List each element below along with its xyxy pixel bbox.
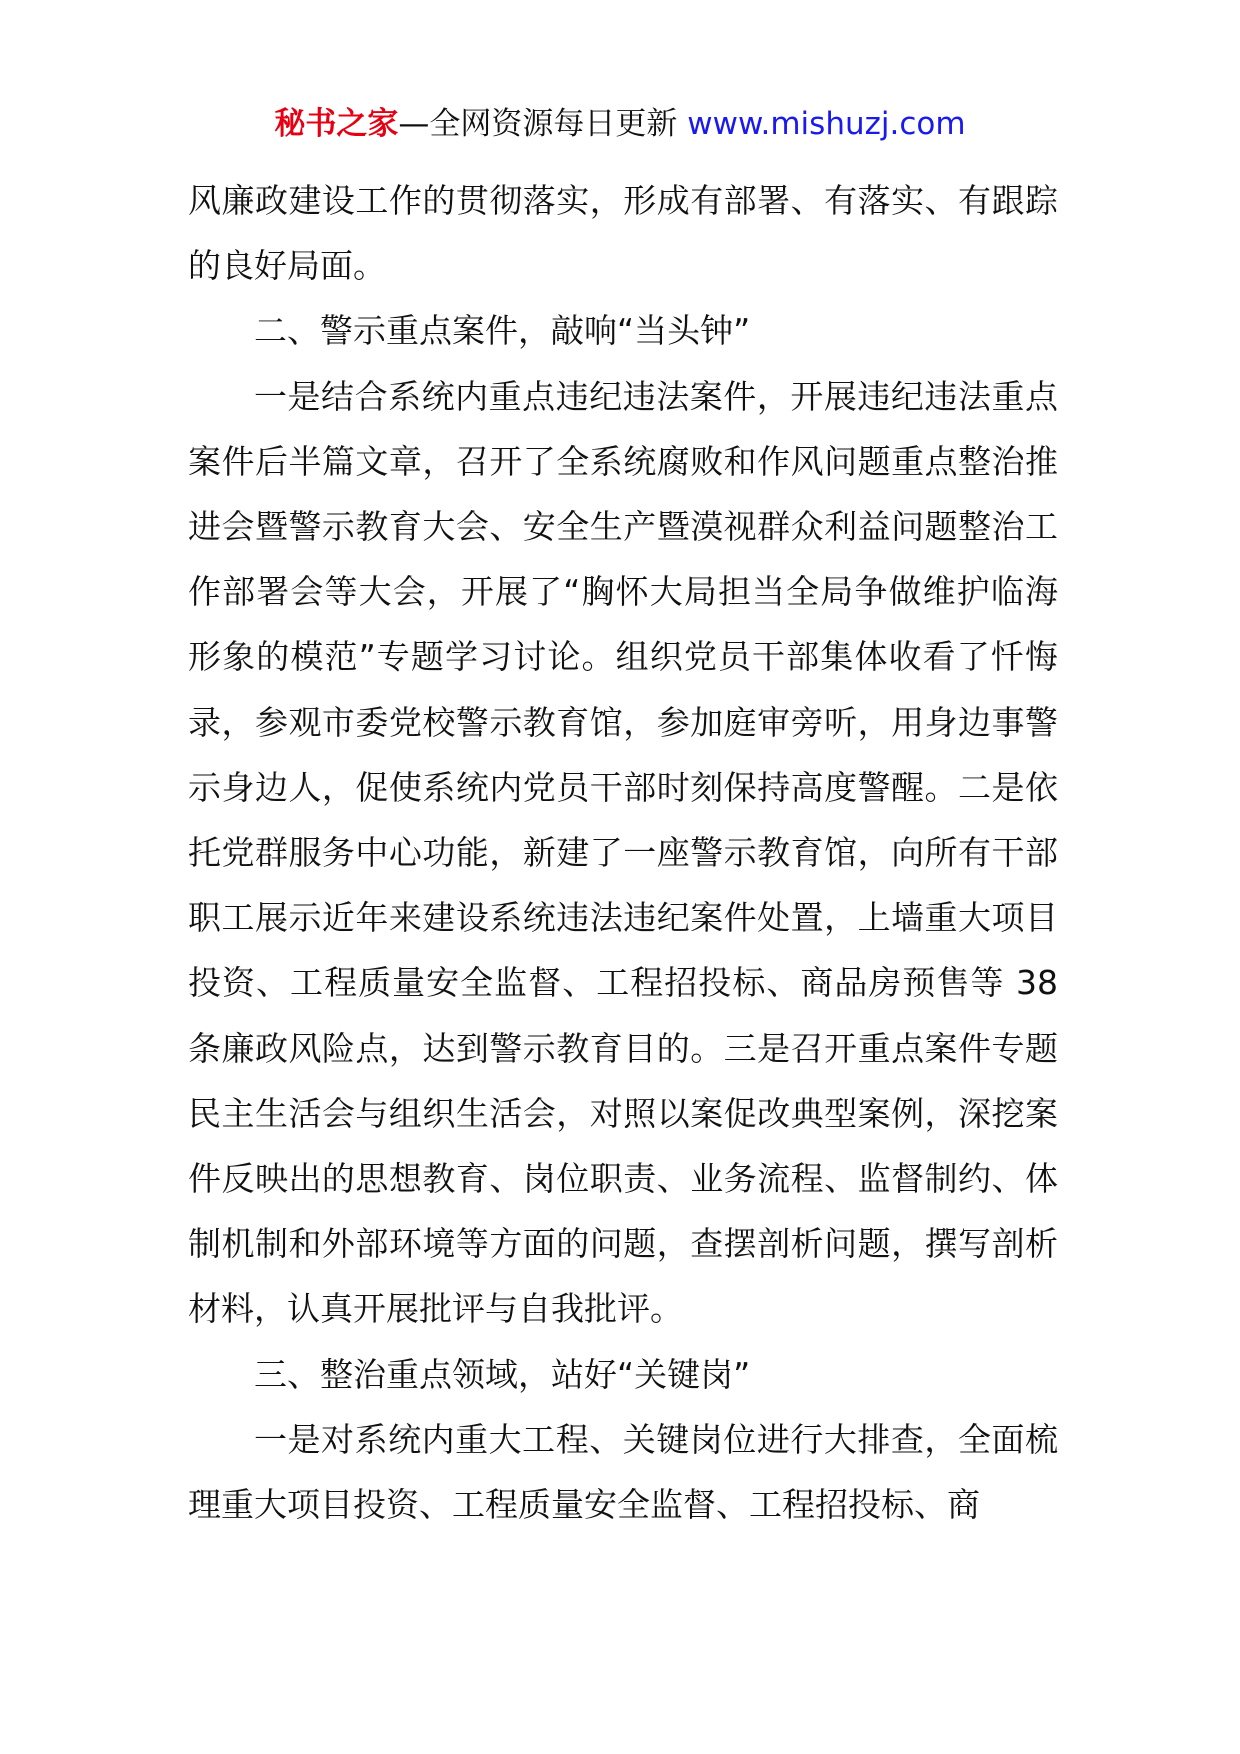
site-url[interactable]: www.mishuzj.com xyxy=(687,106,966,142)
brand-name: 秘书之家 xyxy=(274,106,399,142)
site-header xyxy=(0,104,1240,144)
paragraph-section-3: 一是对系统内重大工程、关键岗位进行大排查，全面梳理重大项目投资、工程质量安全监督、工程招投标、商 xyxy=(188,1419,1058,1525)
section-heading-2: 二、警示重点案件，敲响“当头钟” xyxy=(254,311,751,351)
document-body xyxy=(188,168,1058,1537)
paragraph-continued: 风廉政建设工作的贯彻落实，形成有部署、有落实、有跟踪的良好局面。 xyxy=(188,181,1058,286)
paragraph-section-2: 一是结合系统内重点违纪违法案件，开展违纪违法重点案件后半篇文章，召开了全系统腐败和作风问题重点整治推进会暨警示教育大会、安全生产暨漠视群众利益问题整治工作部署会等大会，开展了“胸怀大局担当全局争做维护临海形象的模范”专题学习讨论。组织党员干部集体收看了忏悔录，参观市委党校警示教育馆，参加庭审旁听，用身边事警示身边人，促使系统内党员干部时刻保持高度警醒。二是依托党群服务中心功能，新建了一座警示教育馆，向所有干部职工展示近年来建设系统违法违纪案件处置，上墙重大项目投资、工程质量安全监督、工程招投标、商品房预售等 38 条廉政风险点，达到警示教育目的。三是召开重点案件专题民主生活会与组织生活会，对照以案促改典型案例，深挖案件反映出的思想教育、岗位职责、业务流程、监督制约、体制机制和外部环境等方面的问题，查摆剖析问题，撰写剖析材料，认真开展批评与自我批评。 xyxy=(188,376,1058,1329)
section-heading-3: 三、整治重点领域，站好“关键岗” xyxy=(254,1354,751,1394)
header-slogan: —全网资源每日更新 xyxy=(398,106,688,142)
